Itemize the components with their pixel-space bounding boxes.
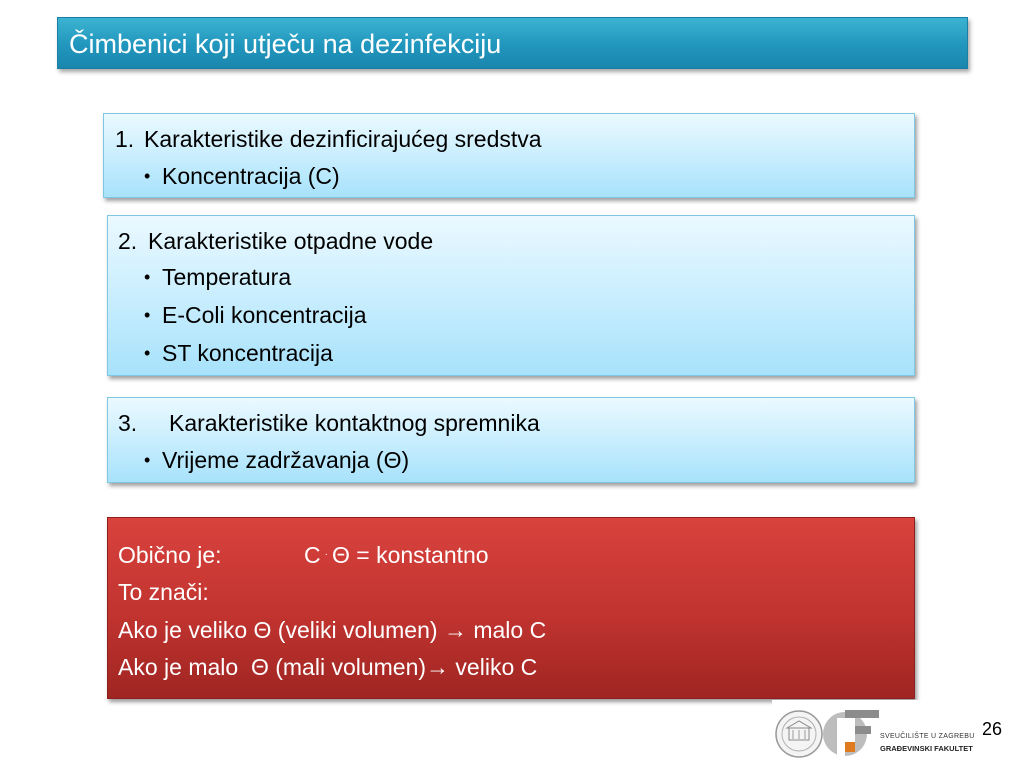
factor-heading bbox=[118, 228, 433, 255]
list-item-text: E-Coli koncentracija bbox=[162, 302, 367, 328]
factor-heading bbox=[118, 410, 540, 437]
conclusion-line: Ako je malo Θ (mali volumen)→ veliko C bbox=[118, 654, 538, 680]
list-item-text: ST koncentracija bbox=[162, 340, 333, 366]
bullet-icon: • bbox=[144, 305, 151, 325]
list-item-text: Vrijeme zadržavanja (Θ) bbox=[162, 447, 410, 473]
list-item-text: Koncentracija (C) bbox=[162, 163, 340, 189]
list-item-text: Temperatura bbox=[162, 264, 292, 290]
factor-heading-text: Karakteristike kontaktnog spremnika bbox=[169, 410, 540, 436]
list-item bbox=[144, 163, 340, 190]
slide-title: Čimbenici koji utječu na dezinfekciju bbox=[57, 17, 968, 69]
conclusion-line: Ako je veliko Θ (veliki volumen) → malo C bbox=[118, 617, 547, 643]
factor-number: 1. bbox=[115, 126, 135, 152]
bullet-icon: • bbox=[144, 166, 151, 186]
gf-logo-icon bbox=[817, 704, 879, 766]
factor-box-wastewater bbox=[107, 215, 915, 376]
conclusion-box bbox=[107, 517, 915, 699]
factor-heading bbox=[115, 126, 542, 153]
formula-label: Obično je: bbox=[118, 542, 222, 568]
factor-box-contact-tank bbox=[107, 397, 915, 483]
conclusion-line: To znači: bbox=[118, 579, 209, 605]
list-item bbox=[144, 340, 333, 367]
formula-dot: · bbox=[324, 549, 328, 560]
list-item bbox=[144, 264, 291, 291]
formula-theta: Θ = konstantno bbox=[331, 542, 489, 568]
list-item bbox=[144, 447, 409, 474]
formula-line bbox=[118, 542, 489, 569]
factor-number: 3. bbox=[118, 410, 138, 436]
list-item bbox=[144, 302, 367, 329]
bullet-icon: • bbox=[144, 450, 151, 470]
page-number: 26 bbox=[981, 719, 1002, 739]
factor-heading-text: Karakteristike otpadne vode bbox=[148, 228, 434, 254]
factor-box-disinfectant bbox=[103, 113, 915, 198]
factor-heading-text: Karakteristike dezinficirajućeg sredstva bbox=[144, 126, 542, 152]
faculty-name: GRAĐEVINSKI FAKULTET bbox=[880, 744, 973, 753]
factor-number: 2. bbox=[118, 228, 138, 254]
university-name: SVEUČILIŠTE U ZAGREBU bbox=[880, 733, 975, 740]
bullet-icon: • bbox=[144, 343, 151, 363]
formula-c: C bbox=[304, 542, 321, 568]
bullet-icon: • bbox=[144, 267, 151, 287]
